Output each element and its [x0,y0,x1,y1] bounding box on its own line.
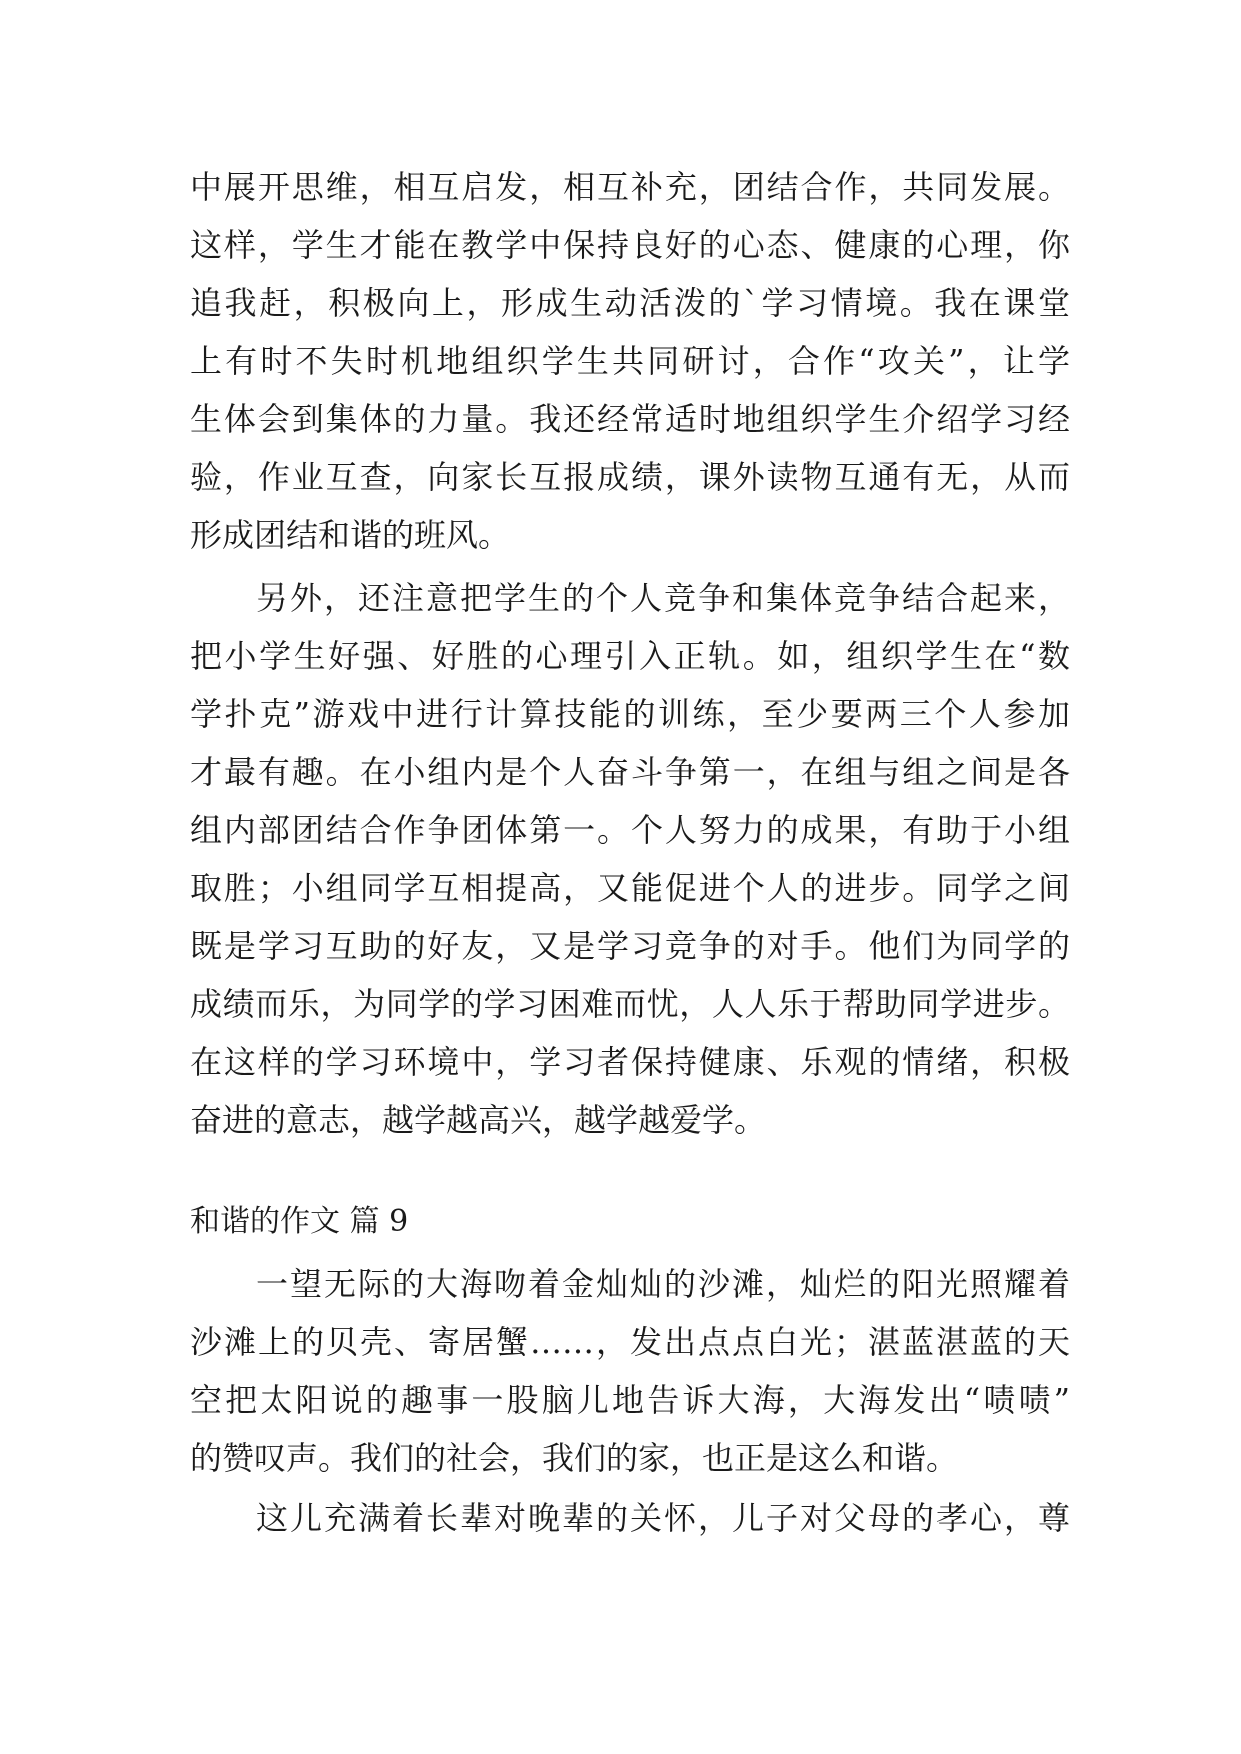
text-line: 空把太阳说的趣事一股脑儿地告诉大海，大海发出“啧啧” [190,1381,1070,1419]
text-line: 形成团结和谐的班风。 [190,516,511,554]
text-line: 把小学生好强、好胜的心理引入正轨。如，组织学生在“数 [190,637,1070,675]
text-line: 取胜；小组同学互相提高，又能促进个人的进步。同学之间 [190,869,1070,907]
paragraph-3 [190,1255,1070,1487]
text-line: 学扑克”游戏中进行计算技能的训练，至少要两三个人参加 [190,695,1070,733]
text-line: 才最有趣。在小组内是个人奋斗争第一，在组与组之间是各 [190,753,1070,791]
text-line: 的赞叹声。我们的社会，我们的家，也正是这么和谐。 [190,1439,959,1477]
text-line: 验，作业互查，向家长互报成绩，课外读物互通有无，从而 [190,458,1070,496]
paragraph-1 [190,158,1070,564]
section-heading: 和谐的作文 篇 9 [190,1204,409,1239]
text-line: 既是学习互助的好友，又是学习竞争的对手。他们为同学的 [190,927,1070,965]
text-line: 生体会到集体的力量。我还经常适时地组织学生介绍学习经 [190,400,1070,438]
text-line: 上有时不失时机地组织学生共同研讨，合作“攻关”，让学 [190,342,1070,380]
text-line: 这儿充满着长辈对晚辈的关怀，儿子对父母的孝心，尊 [256,1499,1070,1537]
text-line: 另外，还注意把学生的个人竞争和集体竞争结合起来， [256,579,1070,617]
text-line: 沙滩上的贝壳、寄居蟹……，发出点点白光；湛蓝湛蓝的天 [190,1323,1070,1361]
text-line: 在这样的学习环境中，学习者保持健康、乐观的情绪，积极 [190,1043,1070,1081]
text-line: 组内部团结合作争团体第一。个人努力的成果，有助于小组 [190,811,1070,849]
text-line: 一望无际的大海吻着金灿灿的沙滩，灿烂的阳光照耀着 [256,1265,1070,1303]
text-line: 追我赶，积极向上，形成生动活泼的`学习情境。我在课堂 [190,284,1070,322]
text-line: 成绩而乐，为同学的学习困难而忧，人人乐于帮助同学进步。 [190,985,1070,1023]
text-line: 奋进的意志，越学越高兴，越学越爱学。 [190,1101,767,1139]
text-line: 这样，学生才能在教学中保持良好的心态、健康的心理，你 [190,226,1070,264]
paragraph-4 [190,1489,1070,1547]
paragraph-2 [190,569,1070,1149]
text-line: 中展开思维，相互启发，相互补充，团结合作，共同发展。 [190,168,1070,206]
